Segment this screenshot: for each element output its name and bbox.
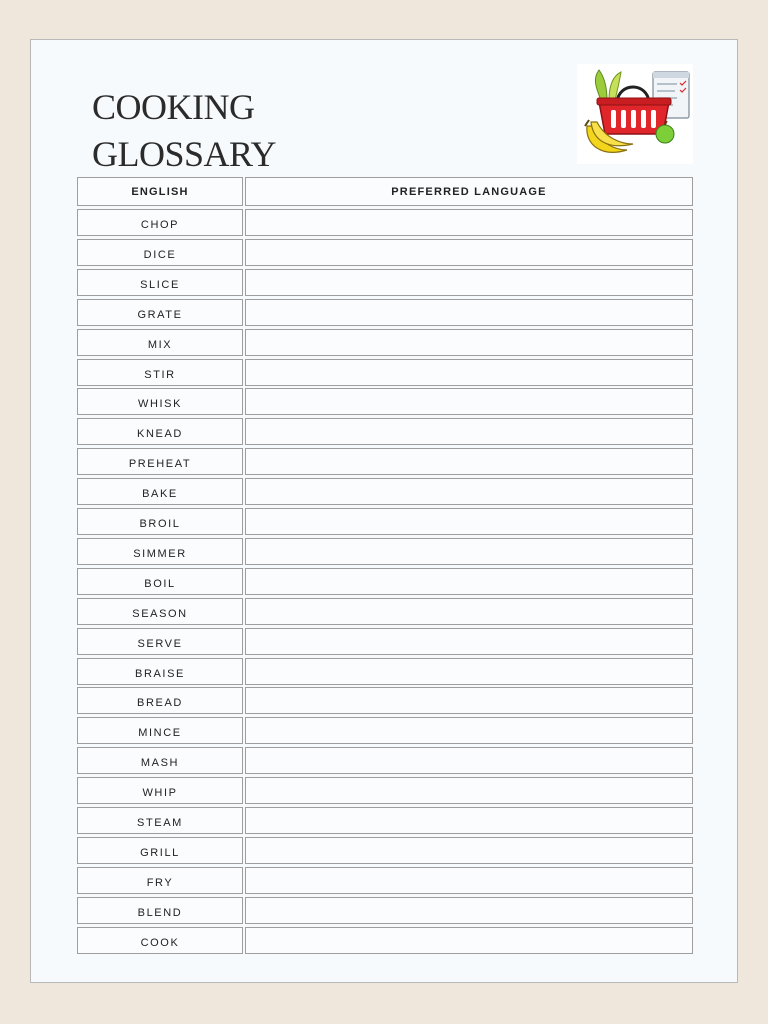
term-cell-english: GRILL — [77, 837, 243, 864]
shopping-basket-with-fruit-icon — [577, 64, 693, 164]
term-cell-english: KNEAD — [77, 418, 243, 445]
header-english: ENGLISH — [77, 177, 243, 206]
term-cell-english: WHISK — [77, 388, 243, 415]
term-cell-english: MASH — [77, 747, 243, 774]
term-cell-english: BOIL — [77, 568, 243, 595]
term-cell-english: SLICE — [77, 269, 243, 296]
term-cell-english: BAKE — [77, 478, 243, 505]
term-cell-preferred-language[interactable] — [245, 478, 693, 505]
term-cell-preferred-language[interactable] — [245, 927, 693, 954]
term-cell-english: STEAM — [77, 807, 243, 834]
term-cell-english: SIMMER — [77, 538, 243, 565]
term-cell-preferred-language[interactable] — [245, 658, 693, 685]
term-cell-english: CHOP — [77, 209, 243, 236]
term-cell-preferred-language[interactable] — [245, 508, 693, 535]
term-cell-preferred-language[interactable] — [245, 538, 693, 565]
term-cell-preferred-language[interactable] — [245, 598, 693, 625]
term-cell-english: PREHEAT — [77, 448, 243, 475]
term-cell-english: MIX — [77, 329, 243, 356]
glossary-sheet — [30, 39, 738, 983]
term-cell-preferred-language[interactable] — [245, 388, 693, 415]
term-cell-english: BRAISE — [77, 658, 243, 685]
term-cell-preferred-language[interactable] — [245, 837, 693, 864]
title-line-2: GLOSSARY — [92, 134, 277, 174]
term-cell-preferred-language[interactable] — [245, 239, 693, 266]
term-cell-english: BLEND — [77, 897, 243, 924]
page-title — [92, 84, 276, 178]
term-cell-preferred-language[interactable] — [245, 747, 693, 774]
term-cell-preferred-language[interactable] — [245, 359, 693, 386]
term-cell-preferred-language[interactable] — [245, 717, 693, 744]
term-cell-preferred-language[interactable] — [245, 867, 693, 894]
term-cell-preferred-language[interactable] — [245, 687, 693, 714]
term-cell-english: GRATE — [77, 299, 243, 326]
term-cell-preferred-language[interactable] — [245, 628, 693, 655]
term-cell-preferred-language[interactable] — [245, 897, 693, 924]
term-cell-preferred-language[interactable] — [245, 807, 693, 834]
term-cell-english: FRY — [77, 867, 243, 894]
header-preferred-language: PREFERRED LANGUAGE — [245, 177, 693, 206]
term-cell-english: BROIL — [77, 508, 243, 535]
term-cell-preferred-language[interactable] — [245, 209, 693, 236]
title-line-1: COOKING — [92, 87, 255, 127]
term-cell-english: COOK — [77, 927, 243, 954]
term-cell-english: BREAD — [77, 687, 243, 714]
term-cell-english: STIR — [77, 359, 243, 386]
term-cell-english: DICE — [77, 239, 243, 266]
term-cell-english: MINCE — [77, 717, 243, 744]
term-cell-preferred-language[interactable] — [245, 299, 693, 326]
term-cell-preferred-language[interactable] — [245, 777, 693, 804]
term-cell-preferred-language[interactable] — [245, 418, 693, 445]
term-cell-preferred-language[interactable] — [245, 269, 693, 296]
term-cell-english: SERVE — [77, 628, 243, 655]
term-cell-preferred-language[interactable] — [245, 448, 693, 475]
term-cell-preferred-language[interactable] — [245, 329, 693, 356]
term-cell-preferred-language[interactable] — [245, 568, 693, 595]
term-cell-english: SEASON — [77, 598, 243, 625]
term-cell-english: WHIP — [77, 777, 243, 804]
